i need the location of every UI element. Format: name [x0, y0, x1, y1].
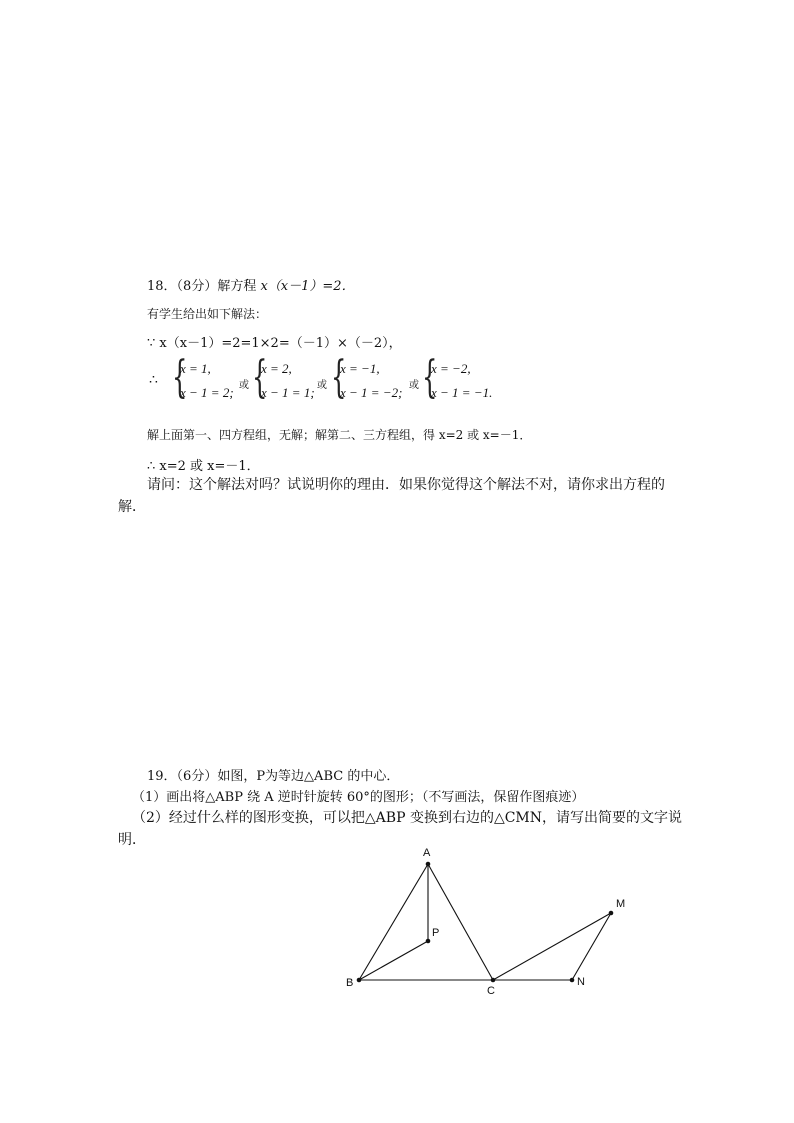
point-a [426, 862, 431, 867]
q18-question-line-1: 请问：这个解法对吗？试说明你的理由．如果你觉得这个解法不对，请你求出方程的 [147, 477, 665, 493]
q18-conclusion: ∴ x=2 或 x=－1． [147, 459, 260, 474]
q18-because-line: ∵ x（x－1）=2=1×2=（－1）×（－2）， [147, 336, 402, 351]
q19-part-2-line-1: （2）经过什么样的图形变换，可以把△ABP 变换到右边的△CMN，请写出简要的文字说 [132, 810, 683, 826]
q19-part-2-line-2: 明． [118, 832, 146, 848]
system-3-bottom: x − 1 = −2; [340, 385, 403, 400]
segment-cm [493, 913, 611, 980]
q18-solve-line: 解上面第一、四方程组，无解；解第二、三方程组，得 x=2 或 x=－1． [147, 428, 532, 442]
q18-question-line-2: 解． [118, 499, 146, 515]
or-3: 或 [409, 380, 419, 391]
q18-title-equation: x（x－1）=2． [260, 279, 355, 294]
system-1-bottom: x − 1 = 2; [180, 385, 234, 400]
segment-ac [428, 864, 493, 980]
system-3-top: x = −1, [340, 361, 380, 376]
label-b: B [346, 977, 354, 989]
label-c: C [487, 985, 495, 997]
q18-intro: 有学生给出如下解法： [147, 307, 268, 321]
segment-ab [359, 864, 428, 980]
or-1: 或 [239, 380, 249, 391]
point-m [609, 911, 614, 916]
point-c [491, 978, 496, 983]
segment-mn [572, 913, 611, 980]
q19-part-1: （1）画出将△ABP 绕 A 逆时针旋转 60°的图形；（不写画法，保留作图痕迹） [132, 790, 585, 805]
brace-1: { [172, 352, 188, 403]
brace-4: { [422, 352, 438, 403]
label-n: N [577, 976, 585, 988]
geometry-figure [330, 838, 650, 998]
or-2: 或 [317, 380, 327, 391]
segment-bp [359, 941, 428, 980]
q19-title: 19．（6分）如图，P为等边△ABC 的中心． [147, 769, 400, 784]
system-4-top: x = −2, [431, 361, 471, 376]
system-4-bottom: x − 1 = −1. [431, 385, 493, 400]
brace-3: { [331, 352, 347, 403]
label-m: M [616, 898, 626, 910]
point-b [357, 978, 362, 983]
q18-title [147, 275, 355, 294]
system-1-top: x = 1, [180, 361, 211, 376]
system-2-top: x = 2, [261, 361, 292, 376]
brace-2: { [252, 352, 268, 403]
therefore-symbol: ∴ [149, 372, 158, 388]
point-p [426, 939, 431, 944]
point-n [570, 978, 575, 983]
system-2-bottom: x − 1 = 1; [261, 385, 315, 400]
label-p: P [432, 927, 440, 939]
q18-title-prefix: 18．（8分）解方程 [147, 279, 257, 294]
label-a: A [423, 847, 431, 859]
